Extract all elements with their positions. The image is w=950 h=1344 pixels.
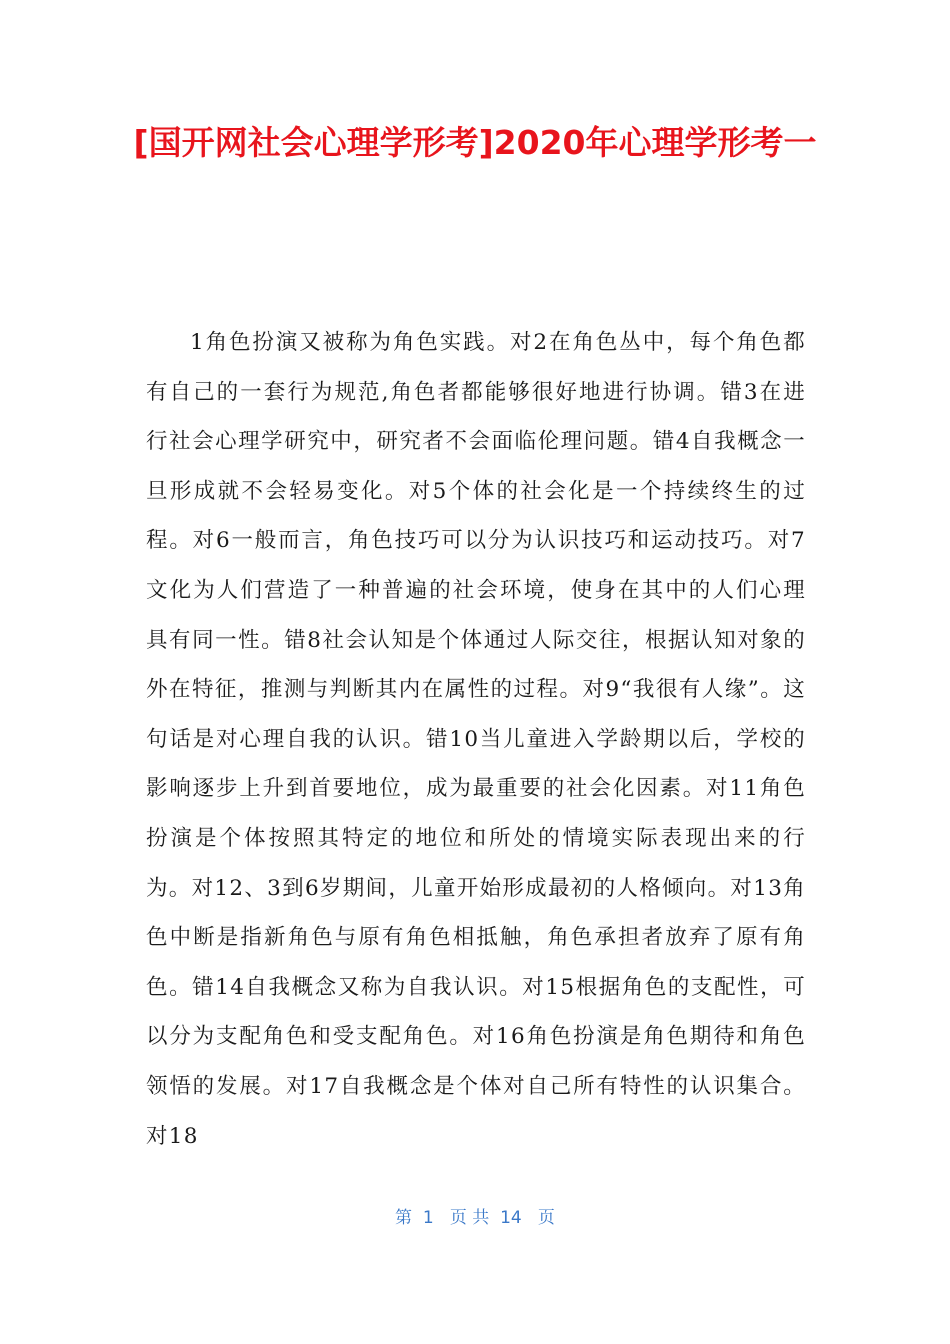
document-title: [国开网社会心理学形考]2020年心理学形考一	[133, 123, 817, 162]
page-footer: 第 1 页 共 14 页	[395, 1208, 555, 1228]
document-body: 1角色扮演又被称为角色实践。对2在角色丛中，每个角色都有自己的一套行为规范,角色者都能够很好地进行协调。错3在进行社会心理学研究中，研究者不会面临伦理问题。错4自我概念一旦形成就不会轻易变化。对5个体的社会化是一个持续终生的过程。对6一般而言，角色技巧可以分为认识技巧和运动技巧。对7文化为人们营造了一种普遍的社会环境，使身在其中的人们心理具有同一性。错8社会认知是个体通过人际交往，根据认知对象的外在特征，推测与判断其内在属性的过程。对9“我很有人缘”。这句话是对心理自我的认识。错10当儿童进入学龄期以后，学校的影响逐步上升到首要地位，成为最重要的社会化因素。对11角色扮演是个体按照其特定的地位和所处的情境实际表现出来的行为。对12、3到6岁期间，儿童开始形成最初的人格倾向。对13角色中断是指新角色与原有角色相抵触，角色承担者放弃了原有角色。错14自我概念又称为自我认识。对15根据角色的支配性，可以分为支配角色和受支配角色。对16角色扮演是角色期待和角色领悟的发展。对17自我概念是个体对自己所有特性的认识集合。对18	[146, 330, 806, 1149]
